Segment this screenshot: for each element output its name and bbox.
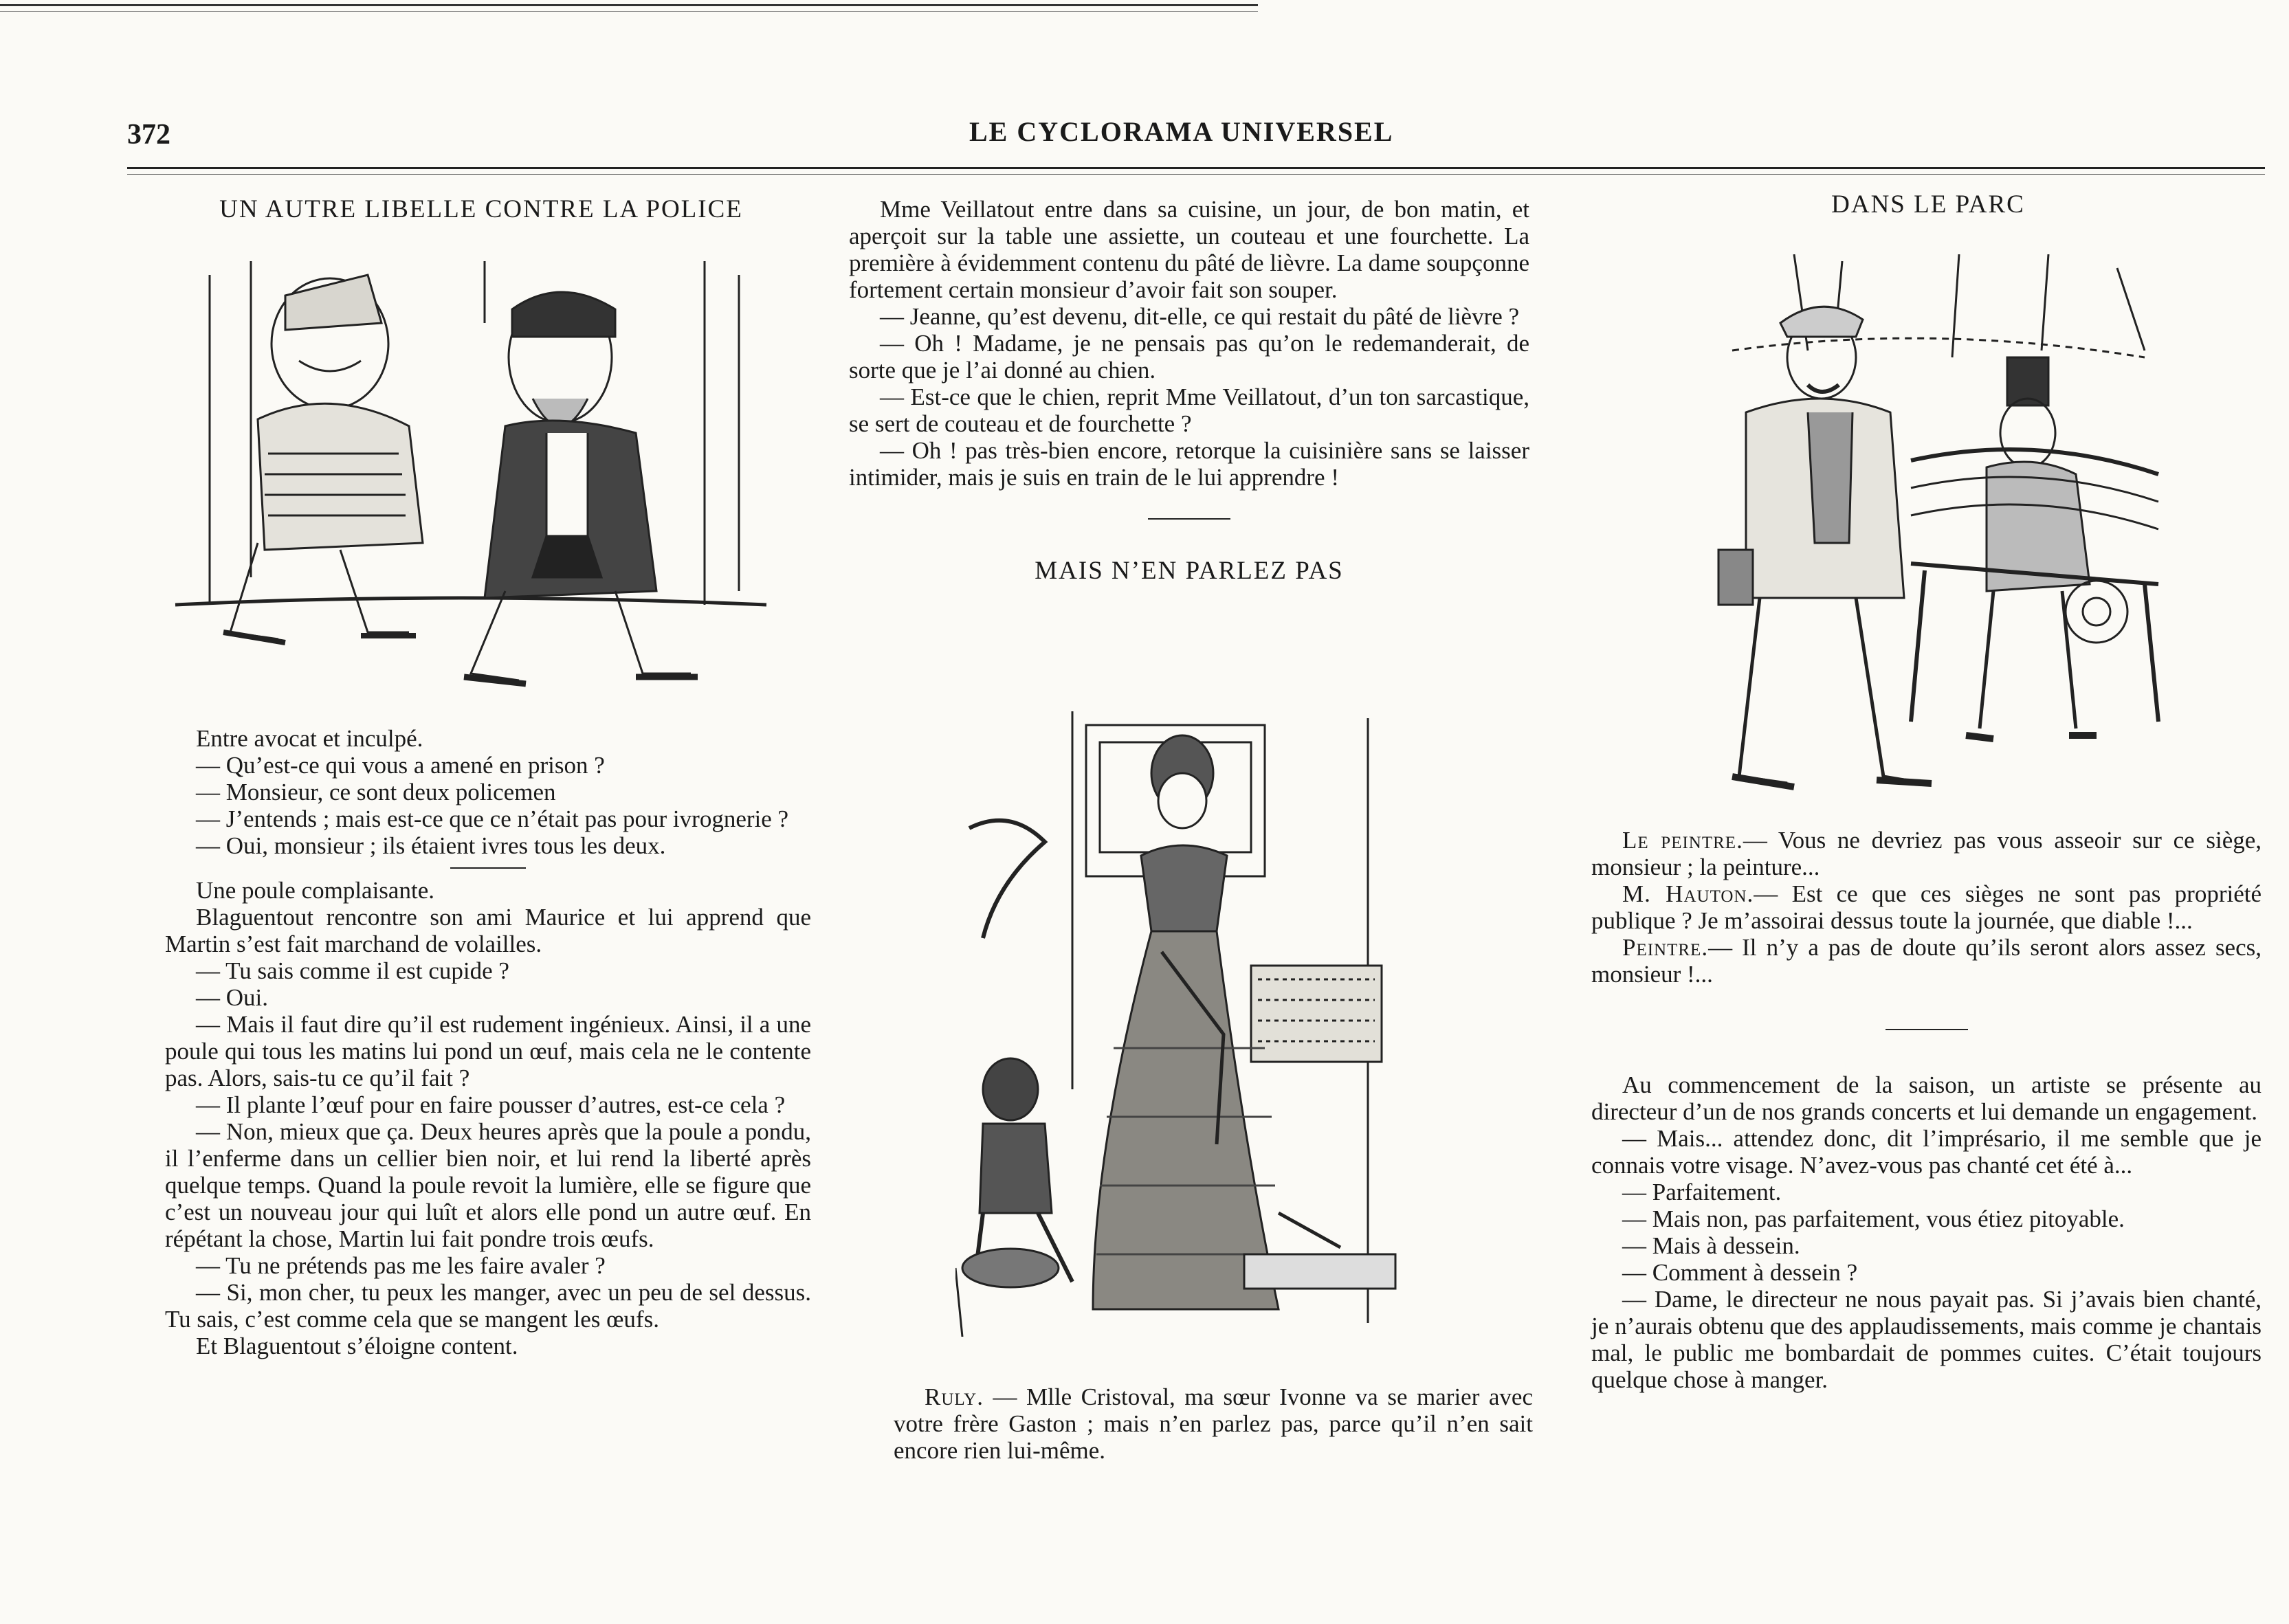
article-title: DANS LE PARC: [1831, 190, 2025, 219]
running-title: LE CYCLORAMA UNIVERSEL: [969, 116, 1394, 147]
column-left-text: [165, 725, 811, 1359]
page-number: 372: [127, 119, 170, 151]
dialogue-line: [1591, 880, 2262, 934]
story-line: Mme Veillatout entre dans sa cuisine, un jour, de bon matin, et aperçoit sur la table une assiette, un couteau et une fourchette. La première à évidemment contenu du pâté de lièvre. La dame soupçonne fortement certain monsieur d’avoir fait son souper.: [849, 196, 1529, 303]
section-separator: [450, 867, 526, 869]
story-line: — Monsieur, ce sont deux policemen: [196, 779, 556, 805]
story-line: — Il plante l’œuf pour en faire pousser d’autres, est-ce cela ?: [196, 1091, 786, 1118]
header-rule-thin: [127, 174, 2265, 175]
section-separator: [1148, 518, 1230, 520]
top-border-thin: [0, 11, 1258, 12]
column-left: [155, 196, 808, 223]
story-line: — Non, mieux que ça. Deux heures après que la poule a pondu, il l’enferme dans un cellier bien noir, et lui rend la liberté après quelque temps. Quand la poule revoit la lumière, elle se figure que c’est un nouveau jour qui luît et alors elle pond un autre œuf. En répétant la chose, Martin lui fait pondre trois œufs.: [165, 1118, 811, 1252]
dialogue-speaker: Peintre.: [1622, 934, 1709, 961]
story-line: — Si, mon cher, tu peux les manger, avec un peu de sel dessus. Tu sais, c’est comme cela que se mangent les œufs.: [165, 1279, 811, 1333]
dialogue-speaker: M. Hauton.: [1622, 880, 1754, 907]
dialogue-text: — Vous ne devriez pas vous asseoir sur ce siège, monsieur ; la peinture...: [1591, 827, 2262, 880]
story-line: Une poule complaisante.: [196, 877, 434, 904]
story-line: — Mais non, pas parfaitement, vous étiez pitoyable.: [1622, 1205, 2125, 1232]
section-separator: [1886, 1029, 1968, 1030]
dialogue-line: [1591, 934, 2262, 988]
story-line: Blaguentout rencontre son ami Maurice et lui apprend que Martin s’est fait marchand de volailles.: [165, 904, 811, 957]
story-line: Entre avocat et inculpé.: [196, 725, 423, 752]
story-line: Au commencement de la saison, un artiste se présente au directeur d’un de nos grands concerts et lui demande un engagement.: [1591, 1071, 2262, 1125]
story-line: — Oh ! Madame, je ne pensais pas qu’on le redemanderait, de sorte que je l’ai donné au chien.: [849, 330, 1529, 383]
caption: [894, 1383, 1533, 1464]
story-line: Et Blaguentout s’éloigne content.: [196, 1333, 518, 1359]
story-line: — Mais il faut dire qu’il est rudement ingénieux. Ainsi, il a une poule qui tous les matins lui pond un œuf, mais cela ne le contente pas. Alors, sais-tu ce qu’il fait ?: [165, 1011, 811, 1091]
story-line: — Oui, monsieur ; ils étaient ivres tous les deux.: [196, 832, 666, 859]
dialogue-text: — Est ce que ces sièges ne sont pas propriété publique ? Je m’assoirai dessus toute la journée, que diable !...: [1591, 880, 2262, 934]
header-rule: [127, 167, 2265, 169]
painter-and-gentleman-bench-illustration: [1705, 254, 2165, 804]
article-title: MAIS N’EN PARLEZ PAS: [1035, 557, 1344, 585]
column-middle-caption: [894, 1383, 1533, 1464]
top-border: [0, 4, 1258, 6]
story-line: — J’entends ; mais est-ce que ce n’était pas pour ivrognerie ?: [196, 805, 789, 832]
illustration-svg: [955, 704, 1416, 1337]
story-line: — Mais... attendez donc, dit l’imprésario, il me semble que je connais votre visage. N’avez-vous pas chanté cet été à...: [1591, 1125, 2262, 1179]
story-line: — Tu sais comme il est cupide ?: [196, 957, 509, 984]
illustration-svg: [1705, 254, 2165, 804]
dialogue-line: [1591, 827, 2262, 880]
illustration-svg: [162, 247, 780, 694]
story-line: — Est-ce que le chien, reprit Mme Veillatout, d’un ton sarcastique, se sert de couteau et de fourchette ?: [849, 383, 1529, 437]
story-line: — Oui.: [196, 984, 268, 1011]
two-men-seated-illustration: [162, 247, 780, 694]
story-line: — Dame, le directeur ne nous payait pas. Si j’avais bien chanté, je n’aurais obtenu que des applaudissements, mais comme je chantais mal, le public me bombardait de pommes cuites. C’était toujours quelque chose à manger.: [1591, 1286, 2262, 1393]
dialogue-text: — Il n’y a pas de doute qu’ils seront alors assez secs, monsieur !...: [1591, 934, 2262, 988]
column-right: [1588, 191, 2268, 218]
column-middle-text: [849, 196, 1529, 584]
story-line: — Parfaitement.: [1622, 1179, 1782, 1205]
woman-and-boy-illustration: [955, 704, 1416, 1337]
story-line: — Qu’est-ce qui vous a amené en prison ?: [196, 752, 605, 779]
article-title: UN AUTRE LIBELLE CONTRE LA POLICE: [219, 195, 743, 223]
story-line: — Jeanne, qu’est devenu, dit-elle, ce qui restait du pâté de lièvre ?: [880, 303, 1520, 330]
dialogue-speaker: Le peintre.: [1622, 827, 1743, 854]
story-line: — Mais à dessein.: [1622, 1232, 1800, 1259]
caption-speaker: Ruly.: [925, 1383, 984, 1410]
column-right-text: [1591, 827, 2262, 1393]
story-line: — Tu ne prétends pas me les faire avaler ?: [196, 1252, 606, 1279]
caption-text: — Mlle Cristoval, ma sœur Ivonne va se marier avec votre frère Gaston ; mais n’en parlez pas, parce qu’il n’en sait encore rien lui-même.: [894, 1383, 1533, 1464]
story-line: — Comment à dessein ?: [1622, 1259, 1858, 1286]
story-line: — Oh ! pas très-bien encore, retorque la cuisinière sans se laisser intimider, mais je suis en train de le lui apprendre !: [849, 437, 1529, 491]
